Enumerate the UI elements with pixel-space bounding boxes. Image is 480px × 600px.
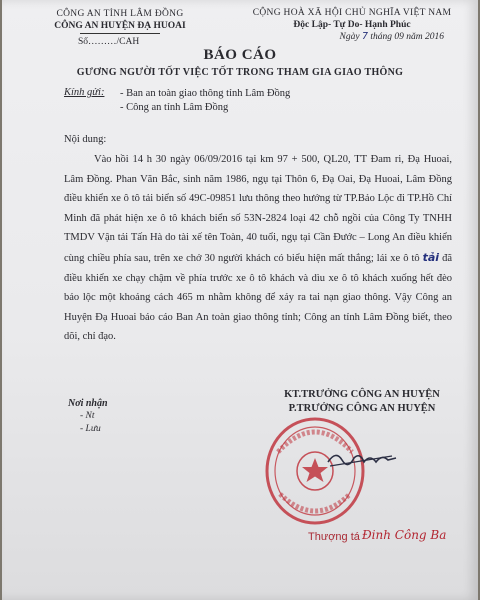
content-label: Nội dung:: [64, 134, 107, 145]
nation-name: CỘNG HOÀ XÃ HỘI CHỦ NGHĨA VIỆT NAM: [252, 8, 452, 18]
handwritten-day: 7: [361, 31, 368, 42]
issuing-agency-header: [40, 8, 200, 48]
signer-rank: Thượng tá: [308, 531, 360, 543]
document-date: [242, 31, 462, 43]
document-subtitle: GƯƠNG NGƯỜI TỐT VIỆC TỐT TRONG THAM GIA GIAO THÔNG: [76, 67, 404, 78]
recipients-label: Kính gửi:: [64, 87, 105, 98]
header-rule: [80, 33, 160, 34]
national-motto: Độc Lập- Tự Do- Hạnh Phúc: [293, 20, 411, 30]
signer-name: Đinh Công Ba: [362, 528, 447, 542]
national-header: [242, 7, 462, 43]
document-page: [2, 0, 478, 600]
distribution-item: - Lưu: [80, 424, 101, 434]
handwritten-correction: tải: [422, 250, 440, 264]
unit-name: CÔNG AN HUYỆN ĐẠ HUOAI: [54, 21, 186, 31]
document-title: BÁO CÁO: [203, 47, 277, 63]
document-number: Số………/CAH: [78, 37, 140, 47]
ministry-name: CÔNG AN TỈNH LÂM ĐỒNG: [56, 9, 184, 19]
body-part-1: Vào hồi 14 h 30 ngày 06/09/2016 tại km 97 + 500, QL20, TT Đam ri, Đạ Huoai, Lâm Đồng. Phan Văn Bắc, sinh năm 1986, ngụ tại Thôn 6, Đạ Oai, Đạ Huoai, Lâm Đồng điều khiển xe ô tô tải biển số 49C-09851 lưu thông theo hướng từ TP.Bảo Lộc đi TP.Hồ Chí Minh đã phát hiện xe ô tô khách biển số 53N-2824 loại 42 chỗ ngồi của Công Ty TNHH TMDV Vận tải Tấn Hà do tài xế tên Toàn, 40 tuổi, ngụ tại Cần Đước – Long An điều khiển cùng chiều phía sau, trên xe chở 30 người khách có biểu hiện mất thắng; lái xe ô tô: [64, 154, 452, 264]
date-suffix: tháng 09 năm 2016: [368, 32, 444, 42]
signer-title-line-1: KT.TRƯỞNG CÔNG AN HUYỆN: [284, 389, 440, 400]
distribution-label: Nơi nhận: [68, 398, 108, 409]
distribution-item: - Nt: [80, 411, 95, 421]
handwritten-signature: [322, 440, 402, 480]
date-prefix: Ngày: [339, 32, 362, 42]
report-body: [64, 150, 452, 347]
signer-title-line-2: P.TRƯỞNG CÔNG AN HUYỆN: [288, 403, 436, 414]
body-part-2: đã điều khiển xe chạy chậm về phía trước xe ô tô khách và dìu xe ô tô khách xuống hết đèo bảo lộc một khoảng cách 465 m nhằm không để xảy ra tai nạn giao thông. Vậy Công an Huyện Đạ Huoai báo cáo Ban An toàn giao thông tỉnh; Công an tỉnh Lâm Đồng biết, theo dõi, chỉ đạo.: [64, 252, 452, 343]
recipient-item: - Công an tỉnh Lâm Đồng: [120, 102, 229, 113]
recipient-item: - Ban an toàn giao thông tỉnh Lâm Đồng: [120, 88, 291, 99]
